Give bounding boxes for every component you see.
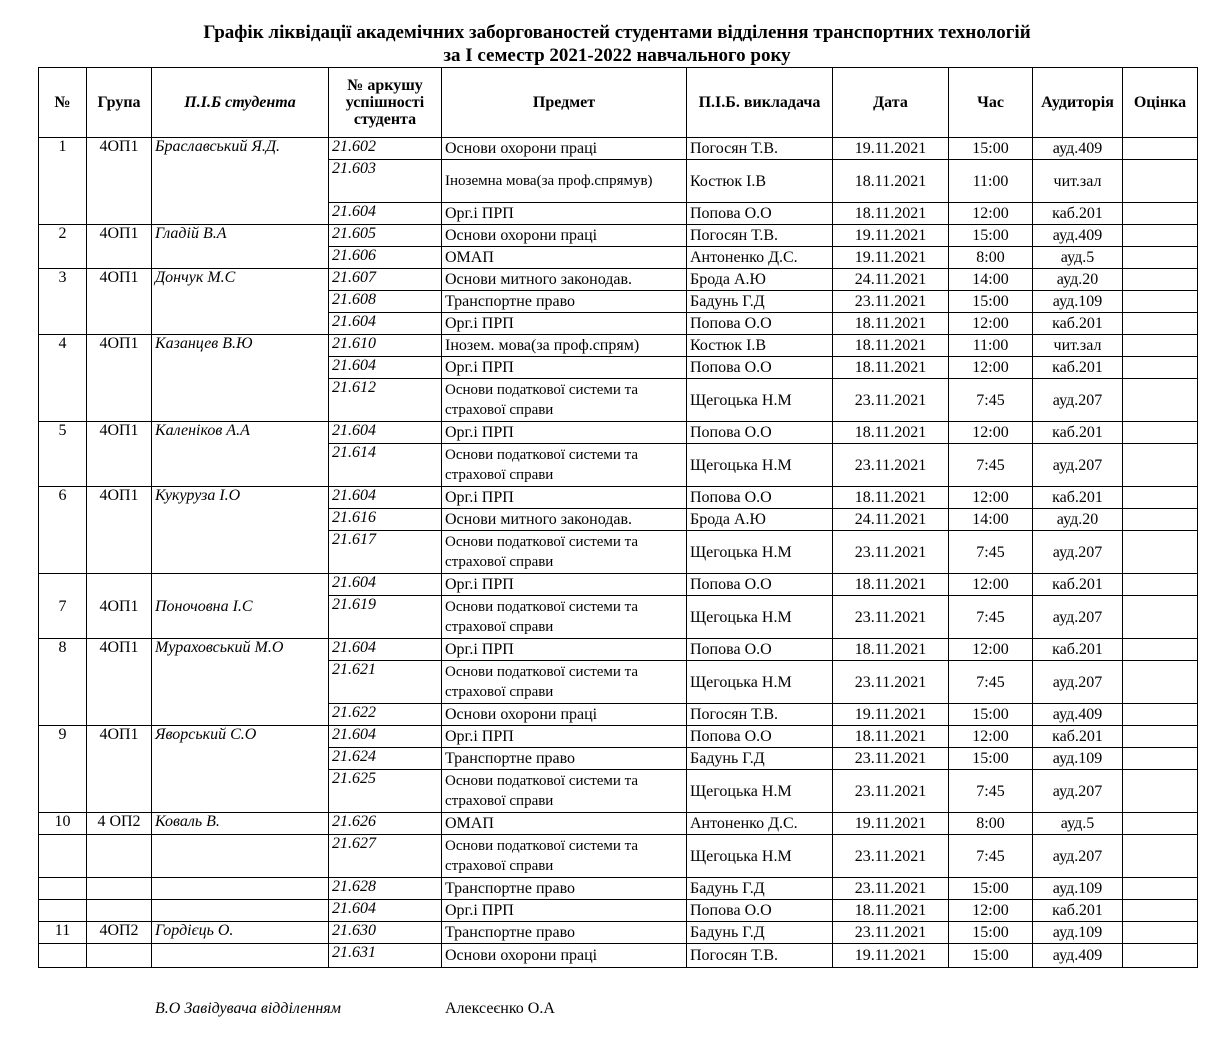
cell-grade	[1123, 203, 1198, 225]
cell-room: ауд.109	[1033, 878, 1123, 900]
cell-grade	[1123, 313, 1198, 335]
cell-sheet: 21.605	[329, 225, 442, 247]
cell-grade	[1123, 900, 1198, 922]
cell-subject: ОМАП	[442, 247, 687, 269]
cell-teacher: Щегоцька Н.М	[687, 596, 833, 639]
cell-sheet: 21.626	[329, 813, 442, 835]
cell-sheet: 21.604	[329, 422, 442, 444]
col-header-group: Група	[87, 68, 152, 138]
cell-sheet: 21.602	[329, 138, 442, 160]
cell-grade	[1123, 770, 1198, 813]
cell-subject: Основи податкової системи та страхової справи	[442, 531, 687, 574]
cell-student	[152, 835, 329, 878]
cell-teacher: Антоненко Д.С.	[687, 813, 833, 835]
cell-date: 18.11.2021	[833, 335, 949, 357]
cell-date: 23.11.2021	[833, 878, 949, 900]
cell-date: 24.11.2021	[833, 509, 949, 531]
cell-sheet: 21.608	[329, 291, 442, 313]
cell-sheet: 21.631	[329, 944, 442, 968]
cell-num: 9	[39, 726, 87, 813]
cell-teacher: Попова О.О	[687, 203, 833, 225]
cell-room: ауд.409	[1033, 225, 1123, 247]
cell-grade	[1123, 444, 1198, 487]
cell-time: 12:00	[949, 487, 1033, 509]
table-header-row	[39, 68, 1198, 138]
cell-subject: Транспортне право	[442, 922, 687, 944]
cell-student	[152, 900, 329, 922]
cell-num	[39, 900, 87, 922]
cell-date: 23.11.2021	[833, 444, 949, 487]
cell-subject: Іноземна мова(за проф.спрямув)	[442, 160, 687, 203]
table-row	[39, 726, 1198, 748]
cell-date: 19.11.2021	[833, 944, 949, 968]
cell-room: каб.201	[1033, 900, 1123, 922]
cell-date: 19.11.2021	[833, 247, 949, 269]
cell-group: 4 ОП2	[87, 813, 152, 835]
cell-num: 8	[39, 639, 87, 726]
cell-sheet: 21.610	[329, 335, 442, 357]
cell-time: 12:00	[949, 422, 1033, 444]
cell-subject: Орг.і ПРП	[442, 357, 687, 379]
table-row	[39, 639, 1198, 661]
table-row	[39, 944, 1198, 968]
cell-student: Поночовна І.С	[152, 574, 329, 639]
cell-num: 3	[39, 269, 87, 335]
cell-sheet: 21.604	[329, 574, 442, 596]
cell-teacher: Погосян Т.В.	[687, 944, 833, 968]
cell-teacher: Брода А.Ю	[687, 509, 833, 531]
cell-date: 23.11.2021	[833, 291, 949, 313]
signature-position: В.О Завідувача відділенням	[155, 1000, 341, 1017]
cell-time: 15:00	[949, 704, 1033, 726]
cell-num: 7	[39, 574, 87, 639]
cell-group	[87, 878, 152, 900]
cell-subject: Орг.і ПРП	[442, 313, 687, 335]
cell-subject: Основи податкової системи та страхової справи	[442, 835, 687, 878]
cell-sheet: 21.617	[329, 531, 442, 574]
cell-grade	[1123, 726, 1198, 748]
cell-date: 23.11.2021	[833, 835, 949, 878]
cell-room: ауд.5	[1033, 813, 1123, 835]
cell-date: 18.11.2021	[833, 203, 949, 225]
cell-student: Дончук М.С	[152, 269, 329, 335]
table-row	[39, 835, 1198, 878]
cell-group	[87, 900, 152, 922]
cell-student	[152, 944, 329, 968]
cell-grade	[1123, 379, 1198, 422]
cell-teacher: Попова О.О	[687, 313, 833, 335]
cell-room: ауд.409	[1033, 704, 1123, 726]
cell-time: 11:00	[949, 160, 1033, 203]
cell-subject: Орг.і ПРП	[442, 900, 687, 922]
cell-time: 15:00	[949, 748, 1033, 770]
cell-grade	[1123, 531, 1198, 574]
cell-date: 18.11.2021	[833, 160, 949, 203]
cell-grade	[1123, 878, 1198, 900]
cell-room: каб.201	[1033, 726, 1123, 748]
cell-sheet: 21.604	[329, 487, 442, 509]
cell-teacher: Погосян Т.В.	[687, 704, 833, 726]
cell-room: каб.201	[1033, 357, 1123, 379]
cell-time: 15:00	[949, 878, 1033, 900]
cell-group: 4ОП1	[87, 422, 152, 487]
cell-grade	[1123, 247, 1198, 269]
cell-grade	[1123, 596, 1198, 639]
cell-subject: Транспортне право	[442, 748, 687, 770]
table-row	[39, 574, 1198, 596]
cell-student: Каленіков А.А	[152, 422, 329, 487]
col-header-student: П.І.Б студента	[152, 68, 329, 138]
cell-date: 23.11.2021	[833, 531, 949, 574]
cell-time: 14:00	[949, 509, 1033, 531]
cell-date: 23.11.2021	[833, 748, 949, 770]
cell-time: 15:00	[949, 944, 1033, 968]
table-row	[39, 878, 1198, 900]
cell-teacher: Погосян Т.В.	[687, 225, 833, 247]
cell-sheet: 21.612	[329, 379, 442, 422]
cell-time: 11:00	[949, 335, 1033, 357]
cell-subject: Основи охорони праці	[442, 138, 687, 160]
cell-room: ауд.109	[1033, 291, 1123, 313]
cell-subject: Інозем. мова(за проф.спрям)	[442, 335, 687, 357]
cell-subject: Основи податкової системи та страхової справи	[442, 444, 687, 487]
cell-group: 4ОП1	[87, 487, 152, 574]
col-header-teacher: П.І.Б. викладача	[687, 68, 833, 138]
cell-date: 23.11.2021	[833, 596, 949, 639]
cell-group: 4ОП1	[87, 726, 152, 813]
cell-time: 7:45	[949, 661, 1033, 704]
cell-subject: Орг.і ПРП	[442, 574, 687, 596]
cell-num: 5	[39, 422, 87, 487]
cell-subject: Орг.і ПРП	[442, 203, 687, 225]
document-title: Графік ліквідації академічних заборгованостей студентами відділення транспортних технологій	[203, 22, 1031, 43]
cell-room: ауд.207	[1033, 661, 1123, 704]
cell-student: Гладій В.А	[152, 225, 329, 269]
cell-room: чит.зал	[1033, 160, 1123, 203]
cell-sheet: 21.604	[329, 357, 442, 379]
table-row	[39, 922, 1198, 944]
cell-grade	[1123, 704, 1198, 726]
cell-sheet: 21.630	[329, 922, 442, 944]
cell-teacher: Попова О.О	[687, 357, 833, 379]
cell-num	[39, 835, 87, 878]
cell-group	[87, 835, 152, 878]
col-header-time: Час	[949, 68, 1033, 138]
cell-room: каб.201	[1033, 639, 1123, 661]
cell-group: 4ОП1	[87, 138, 152, 225]
cell-room: ауд.20	[1033, 509, 1123, 531]
cell-sheet: 21.604	[329, 313, 442, 335]
table-row	[39, 487, 1198, 509]
cell-room: каб.201	[1033, 313, 1123, 335]
cell-num	[39, 944, 87, 968]
cell-teacher: Бадунь Г.Д	[687, 748, 833, 770]
cell-teacher: Попова О.О	[687, 639, 833, 661]
cell-subject: Основи податкової системи та страхової справи	[442, 379, 687, 422]
cell-group	[87, 944, 152, 968]
cell-grade	[1123, 335, 1198, 357]
cell-time: 15:00	[949, 922, 1033, 944]
cell-time: 12:00	[949, 900, 1033, 922]
cell-grade	[1123, 748, 1198, 770]
cell-num: 11	[39, 922, 87, 944]
col-header-sheet: № аркушу успішності студента	[329, 68, 442, 138]
cell-subject: Транспортне право	[442, 291, 687, 313]
cell-time: 7:45	[949, 531, 1033, 574]
cell-room: ауд.5	[1033, 247, 1123, 269]
cell-date: 23.11.2021	[833, 379, 949, 422]
cell-room: ауд.109	[1033, 922, 1123, 944]
cell-subject: ОМАП	[442, 813, 687, 835]
cell-room: каб.201	[1033, 487, 1123, 509]
cell-room: ауд.207	[1033, 444, 1123, 487]
cell-student	[152, 878, 329, 900]
cell-teacher: Щегоцька Н.М	[687, 531, 833, 574]
cell-sheet: 21.616	[329, 509, 442, 531]
table-row	[39, 813, 1198, 835]
cell-grade	[1123, 269, 1198, 291]
cell-teacher: Погосян Т.В.	[687, 138, 833, 160]
cell-time: 8:00	[949, 813, 1033, 835]
cell-room: ауд.207	[1033, 531, 1123, 574]
cell-student: Казанцев В.Ю	[152, 335, 329, 422]
table-row	[39, 900, 1198, 922]
table-row	[39, 138, 1198, 160]
cell-date: 18.11.2021	[833, 487, 949, 509]
cell-room: каб.201	[1033, 203, 1123, 225]
cell-sheet: 21.619	[329, 596, 442, 639]
cell-date: 19.11.2021	[833, 225, 949, 247]
table-body	[39, 138, 1198, 968]
cell-subject: Основи податкової системи та страхової справи	[442, 596, 687, 639]
cell-room: чит.зал	[1033, 335, 1123, 357]
cell-grade	[1123, 487, 1198, 509]
cell-sheet: 21.603	[329, 160, 442, 203]
cell-teacher: Антоненко Д.С.	[687, 247, 833, 269]
cell-sheet: 21.628	[329, 878, 442, 900]
cell-num: 10	[39, 813, 87, 835]
cell-group: 4ОП1	[87, 574, 152, 639]
cell-grade	[1123, 357, 1198, 379]
table-row	[39, 335, 1198, 357]
cell-subject: Орг.і ПРП	[442, 422, 687, 444]
col-header-date: Дата	[833, 68, 949, 138]
cell-student: Коваль В.	[152, 813, 329, 835]
cell-group: 4ОП1	[87, 335, 152, 422]
cell-teacher: Брода А.Ю	[687, 269, 833, 291]
cell-group: 4ОП1	[87, 269, 152, 335]
schedule-table	[38, 67, 1198, 968]
cell-num: 6	[39, 487, 87, 574]
cell-subject: Основи охорони праці	[442, 704, 687, 726]
cell-room: ауд.207	[1033, 379, 1123, 422]
cell-num: 2	[39, 225, 87, 269]
cell-sheet: 21.607	[329, 269, 442, 291]
cell-date: 18.11.2021	[833, 726, 949, 748]
cell-subject: Основи митного законодав.	[442, 509, 687, 531]
col-header-room: Аудиторія	[1033, 68, 1123, 138]
cell-sheet: 21.625	[329, 770, 442, 813]
cell-grade	[1123, 291, 1198, 313]
cell-time: 7:45	[949, 596, 1033, 639]
cell-student: Мураховський М.О	[152, 639, 329, 726]
cell-subject: Орг.і ПРП	[442, 726, 687, 748]
cell-grade	[1123, 225, 1198, 247]
cell-time: 12:00	[949, 574, 1033, 596]
cell-grade	[1123, 160, 1198, 203]
cell-student: Гордієць О.	[152, 922, 329, 944]
cell-student: Кукуруза І.О	[152, 487, 329, 574]
cell-time: 15:00	[949, 138, 1033, 160]
col-header-num: №	[39, 68, 87, 138]
cell-room: ауд.109	[1033, 748, 1123, 770]
cell-date: 18.11.2021	[833, 357, 949, 379]
cell-grade	[1123, 138, 1198, 160]
cell-sheet: 21.604	[329, 639, 442, 661]
cell-grade	[1123, 835, 1198, 878]
cell-time: 7:45	[949, 444, 1033, 487]
cell-date: 18.11.2021	[833, 422, 949, 444]
cell-time: 7:45	[949, 770, 1033, 813]
cell-teacher: Щегоцька Н.М	[687, 379, 833, 422]
cell-student: Браславський Я.Д.	[152, 138, 329, 225]
cell-subject: Основи охорони праці	[442, 944, 687, 968]
cell-group: 4ОП1	[87, 225, 152, 269]
cell-num: 4	[39, 335, 87, 422]
cell-date: 19.11.2021	[833, 138, 949, 160]
cell-grade	[1123, 509, 1198, 531]
cell-room: каб.201	[1033, 422, 1123, 444]
cell-time: 8:00	[949, 247, 1033, 269]
cell-time: 12:00	[949, 313, 1033, 335]
cell-teacher: Костюк І.В	[687, 335, 833, 357]
cell-room: ауд.207	[1033, 770, 1123, 813]
cell-subject: Транспортне право	[442, 878, 687, 900]
signature-name: Алексеєнко О.А	[445, 1000, 555, 1017]
cell-subject: Основи податкової системи та страхової справи	[442, 661, 687, 704]
cell-sheet: 21.604	[329, 726, 442, 748]
cell-date: 18.11.2021	[833, 639, 949, 661]
cell-sheet: 21.624	[329, 748, 442, 770]
cell-date: 18.11.2021	[833, 313, 949, 335]
cell-subject: Орг.і ПРП	[442, 639, 687, 661]
col-header-grade: Оцінка	[1123, 68, 1198, 138]
cell-time: 15:00	[949, 225, 1033, 247]
cell-teacher: Попова О.О	[687, 487, 833, 509]
cell-teacher: Попова О.О	[687, 422, 833, 444]
cell-time: 7:45	[949, 379, 1033, 422]
cell-subject: Основи податкової системи та страхової справи	[442, 770, 687, 813]
cell-sheet: 21.621	[329, 661, 442, 704]
cell-grade	[1123, 639, 1198, 661]
cell-room: каб.201	[1033, 574, 1123, 596]
table-row	[39, 225, 1198, 247]
cell-time: 14:00	[949, 269, 1033, 291]
cell-date: 23.11.2021	[833, 922, 949, 944]
cell-grade	[1123, 661, 1198, 704]
cell-room: ауд.409	[1033, 944, 1123, 968]
cell-time: 12:00	[949, 203, 1033, 225]
cell-date: 23.11.2021	[833, 661, 949, 704]
cell-sheet: 21.604	[329, 203, 442, 225]
cell-teacher: Бадунь Г.Д	[687, 878, 833, 900]
cell-time: 12:00	[949, 726, 1033, 748]
cell-num: 1	[39, 138, 87, 225]
cell-date: 19.11.2021	[833, 704, 949, 726]
cell-group: 4ОП2	[87, 922, 152, 944]
cell-date: 24.11.2021	[833, 269, 949, 291]
cell-teacher: Щегоцька Н.М	[687, 770, 833, 813]
cell-sheet: 21.614	[329, 444, 442, 487]
cell-student: Яворський С.О	[152, 726, 329, 813]
cell-teacher: Попова О.О	[687, 726, 833, 748]
cell-grade	[1123, 422, 1198, 444]
cell-date: 19.11.2021	[833, 813, 949, 835]
cell-teacher: Щегоцька Н.М	[687, 444, 833, 487]
cell-grade	[1123, 813, 1198, 835]
cell-group: 4ОП1	[87, 639, 152, 726]
cell-date: 18.11.2021	[833, 574, 949, 596]
cell-room: ауд.207	[1033, 596, 1123, 639]
cell-grade	[1123, 944, 1198, 968]
cell-date: 18.11.2021	[833, 900, 949, 922]
cell-time: 7:45	[949, 835, 1033, 878]
cell-sheet: 21.606	[329, 247, 442, 269]
cell-room: ауд.409	[1033, 138, 1123, 160]
cell-time: 12:00	[949, 357, 1033, 379]
cell-room: ауд.207	[1033, 835, 1123, 878]
cell-teacher: Бадунь Г.Д	[687, 291, 833, 313]
cell-teacher: Попова О.О	[687, 574, 833, 596]
cell-subject: Основи митного законодав.	[442, 269, 687, 291]
cell-room: ауд.20	[1033, 269, 1123, 291]
cell-teacher: Щегоцька Н.М	[687, 835, 833, 878]
cell-teacher: Бадунь Г.Д	[687, 922, 833, 944]
cell-num	[39, 878, 87, 900]
cell-subject: Орг.і ПРП	[442, 487, 687, 509]
document-subtitle: за І семестр 2021-2022 навчального року	[443, 45, 791, 66]
cell-time: 12:00	[949, 639, 1033, 661]
table-row	[39, 269, 1198, 291]
table-row	[39, 422, 1198, 444]
cell-sheet: 21.627	[329, 835, 442, 878]
cell-sheet: 21.622	[329, 704, 442, 726]
cell-teacher: Костюк І.В	[687, 160, 833, 203]
cell-sheet: 21.604	[329, 900, 442, 922]
cell-subject: Основи охорони праці	[442, 225, 687, 247]
col-header-subject: Предмет	[442, 68, 687, 138]
cell-date: 23.11.2021	[833, 770, 949, 813]
cell-time: 15:00	[949, 291, 1033, 313]
cell-grade	[1123, 922, 1198, 944]
cell-teacher: Попова О.О	[687, 900, 833, 922]
cell-teacher: Щегоцька Н.М	[687, 661, 833, 704]
cell-grade	[1123, 574, 1198, 596]
